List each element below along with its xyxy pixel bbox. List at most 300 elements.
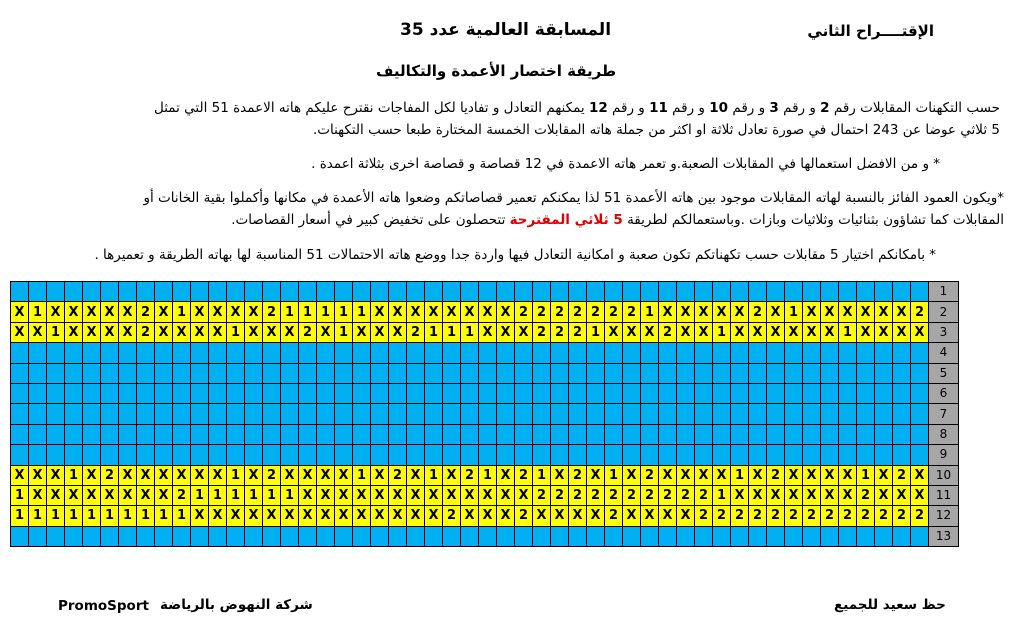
company-name: شركة النهوض بالرياضة [160, 597, 313, 613]
grid-cell: X [155, 465, 173, 485]
grid-cell [569, 526, 587, 546]
grid-cell [731, 445, 749, 465]
grid-cell: X [209, 465, 227, 485]
grid-cell: 2 [839, 506, 857, 526]
grid-cell: X [605, 322, 623, 342]
grid-cell [911, 424, 929, 444]
grid-cell: X [425, 302, 443, 322]
grid-cell [767, 363, 785, 383]
grid-cell: X [749, 465, 767, 485]
grid-cell [155, 526, 173, 546]
paragraph-1-line-1 [10, 97, 1000, 119]
grid-cell [857, 404, 875, 424]
grid-cell [335, 282, 353, 302]
text-segment: المقابلات كما تشاؤون بثنائيات وثلاثيات وبازات .وباستعمالكم لطريقة [622, 212, 1004, 228]
grid-cell [245, 445, 263, 465]
grid-row-4 [11, 343, 959, 363]
paragraph-2: * و من الافضل استعمالها في المقابلات الصعبة.و تعمر هاته الاعمدة في 12 قصاصة و قصاصة اخرى بثلاثة اعمدة . [311, 156, 940, 172]
grid-cell [335, 363, 353, 383]
grid-cell [389, 424, 407, 444]
grid-cell [263, 383, 281, 403]
grid-cell [821, 363, 839, 383]
grid-cell [803, 445, 821, 465]
grid-cell [173, 363, 191, 383]
grid-cell: X [389, 302, 407, 322]
match-number: 10 [709, 100, 729, 116]
grid-cell: X [209, 302, 227, 322]
grid-cell [47, 526, 65, 546]
grid-cell [137, 282, 155, 302]
grid-cell [731, 526, 749, 546]
grid-cell: X [29, 322, 47, 342]
grid-cell [11, 526, 29, 546]
grid-cell [893, 363, 911, 383]
grid-cell: X [407, 485, 425, 505]
grid-cell [299, 343, 317, 363]
grid-cell [425, 343, 443, 363]
grid-cell: X [155, 322, 173, 342]
grid-cell: X [695, 302, 713, 322]
grid-cell: 1 [173, 302, 191, 322]
row-number: 13 [929, 526, 959, 546]
grid-cell: X [389, 506, 407, 526]
grid-cell [605, 404, 623, 424]
grid-cell [551, 404, 569, 424]
grid-cell [785, 343, 803, 363]
grid-cell [695, 363, 713, 383]
grid-cell: X [65, 302, 83, 322]
grid-cell [587, 424, 605, 444]
grid-cell [65, 282, 83, 302]
proposal-title: الإقتــــراح الثاني [807, 22, 934, 40]
grid-cell: X [137, 485, 155, 505]
grid-cell: 2 [803, 506, 821, 526]
grid-cell: 1 [65, 506, 83, 526]
grid-cell [47, 363, 65, 383]
grid-cell [551, 526, 569, 546]
grid-cell [803, 404, 821, 424]
grid-cell [713, 282, 731, 302]
grid-cell [551, 282, 569, 302]
grid-cell: X [335, 485, 353, 505]
grid-cell: X [191, 322, 209, 342]
grid-cell: 2 [893, 465, 911, 485]
grid-cell [785, 383, 803, 403]
grid-cell: X [821, 302, 839, 322]
grid-cell: X [155, 485, 173, 505]
grid-cell [281, 282, 299, 302]
grid-cell [659, 343, 677, 363]
grid-cell [227, 363, 245, 383]
grid-cell: X [443, 465, 461, 485]
grid-cell [713, 404, 731, 424]
grid-cell: X [245, 465, 263, 485]
grid-cell [389, 383, 407, 403]
grid-cell [461, 282, 479, 302]
grid-cell [587, 383, 605, 403]
grid-cell: X [65, 485, 83, 505]
paragraph-3 [8, 187, 1004, 231]
grid-cell: X [137, 465, 155, 485]
grid-cell [335, 404, 353, 424]
grid-cell: 2 [821, 506, 839, 526]
grid-cell [875, 343, 893, 363]
grid-cell: X [497, 302, 515, 322]
competition-title: المسابقة العالمية عدد 35 [400, 20, 612, 40]
grid-cell: 1 [227, 465, 245, 485]
grid-cell [911, 282, 929, 302]
grid-cell: X [335, 506, 353, 526]
grid-cell [227, 424, 245, 444]
grid-row-1 [11, 282, 959, 302]
grid-cell [659, 445, 677, 465]
grid-cell: X [713, 302, 731, 322]
grid-cell [659, 383, 677, 403]
grid-cell: 1 [11, 506, 29, 526]
grid-cell [893, 343, 911, 363]
grid-cell: 2 [785, 506, 803, 526]
grid-cell [11, 424, 29, 444]
grid-cell [461, 383, 479, 403]
grid-cell: X [479, 322, 497, 342]
grid-cell [767, 383, 785, 403]
grid-cell [785, 282, 803, 302]
row-number: 5 [929, 363, 959, 383]
grid-cell [281, 526, 299, 546]
grid-cell [407, 445, 425, 465]
grid-cell [263, 526, 281, 546]
grid-cell: 1 [191, 485, 209, 505]
grid-cell: X [785, 322, 803, 342]
grid-cell: X [803, 302, 821, 322]
grid-cell: 2 [389, 465, 407, 485]
grid-cell: X [101, 322, 119, 342]
grid-cell [731, 404, 749, 424]
grid-cell: 1 [245, 485, 263, 505]
grid-cell [875, 383, 893, 403]
grid-cell: 1 [353, 302, 371, 322]
grid-cell: 1 [47, 322, 65, 342]
grid-cell [11, 343, 29, 363]
grid-cell [839, 383, 857, 403]
grid-cell: X [119, 322, 137, 342]
grid-cell: X [101, 302, 119, 322]
grid-cell: X [245, 322, 263, 342]
brand-name: PromoSport [58, 598, 149, 614]
grid-cell [749, 526, 767, 546]
grid-cell [227, 526, 245, 546]
grid-cell [425, 282, 443, 302]
grid-cell: 2 [569, 302, 587, 322]
grid-cell [785, 445, 803, 465]
grid-cell [191, 404, 209, 424]
grid-cell [299, 383, 317, 403]
grid-cell [299, 445, 317, 465]
row-number: 6 [929, 383, 959, 403]
grid-cell [857, 383, 875, 403]
grid-cell [443, 424, 461, 444]
grid-cell: 2 [659, 485, 677, 505]
grid-cell: 2 [695, 506, 713, 526]
grid-cell [479, 363, 497, 383]
grid-cell: X [785, 485, 803, 505]
grid-cell [569, 282, 587, 302]
grid-cell [857, 343, 875, 363]
grid-cell: 2 [515, 302, 533, 322]
grid-cell [137, 445, 155, 465]
grid-cell [677, 526, 695, 546]
grid-cell: X [821, 322, 839, 342]
grid-cell [173, 343, 191, 363]
grid-cell [29, 526, 47, 546]
grid-cell: X [911, 322, 929, 342]
grid-cell: X [155, 302, 173, 322]
grid-cell [839, 445, 857, 465]
grid-cell: 2 [407, 322, 425, 342]
grid-cell [785, 526, 803, 546]
row-number: 7 [929, 404, 959, 424]
grid-cell [317, 383, 335, 403]
grid-cell [551, 424, 569, 444]
grid-cell [335, 383, 353, 403]
grid-cell [533, 343, 551, 363]
grid-cell: 2 [137, 302, 155, 322]
grid-cell [407, 404, 425, 424]
grid-cell [623, 424, 641, 444]
grid-cell [461, 424, 479, 444]
grid-cell: X [767, 485, 785, 505]
grid-cell [119, 404, 137, 424]
grid-cell [857, 526, 875, 546]
grid-cell [893, 404, 911, 424]
grid-cell [83, 383, 101, 403]
grid-cell: 1 [605, 465, 623, 485]
grid-cell [587, 445, 605, 465]
grid-cell [155, 404, 173, 424]
grid-cell [119, 445, 137, 465]
grid-cell: X [101, 485, 119, 505]
grid-cell [551, 343, 569, 363]
grid-cell: X [83, 465, 101, 485]
grid-cell [569, 363, 587, 383]
row-number: 4 [929, 343, 959, 363]
grid-cell [389, 526, 407, 546]
grid-cell [551, 383, 569, 403]
grid-cell [425, 526, 443, 546]
grid-cell [137, 404, 155, 424]
grid-cell: X [263, 506, 281, 526]
grid-cell [659, 363, 677, 383]
grid-cell [245, 363, 263, 383]
grid-cell: X [119, 302, 137, 322]
grid-cell [497, 282, 515, 302]
grid-cell: X [695, 322, 713, 342]
highlighted-method: 5 ثلاثي المقترحة [509, 212, 623, 228]
grid-cell [191, 383, 209, 403]
grid-cell: X [641, 322, 659, 342]
grid-cell: X [245, 302, 263, 322]
grid-cell: 2 [605, 302, 623, 322]
grid-cell: X [191, 506, 209, 526]
grid-cell: 2 [263, 302, 281, 322]
grid-cell: X [389, 485, 407, 505]
grid-cell [119, 363, 137, 383]
grid-cell [569, 445, 587, 465]
grid-cell [317, 404, 335, 424]
grid-cell [533, 383, 551, 403]
grid-cell: X [893, 302, 911, 322]
grid-cell [83, 404, 101, 424]
grid-cell: 2 [173, 485, 191, 505]
grid-cell [893, 383, 911, 403]
grid-cell [497, 404, 515, 424]
grid-cell [731, 363, 749, 383]
grid-cell: X [659, 506, 677, 526]
grid-cell [605, 282, 623, 302]
grid-cell [623, 363, 641, 383]
grid-cell: X [497, 322, 515, 342]
grid-cell [191, 526, 209, 546]
grid-cell [911, 526, 929, 546]
grid-cell [101, 526, 119, 546]
grid-cell [497, 383, 515, 403]
grid-cell [317, 445, 335, 465]
text-segment: و رقم [728, 100, 770, 116]
grid-row-13 [11, 526, 959, 546]
grid-cell: 2 [767, 465, 785, 485]
paragraph-1 [10, 97, 1000, 141]
grid-cell [587, 363, 605, 383]
grid-cell: 1 [227, 485, 245, 505]
grid-cell: X [731, 485, 749, 505]
grid-cell: X [641, 506, 659, 526]
grid-cell: X [839, 302, 857, 322]
grid-cell: 2 [623, 485, 641, 505]
grid-cell [245, 526, 263, 546]
grid-cell [353, 404, 371, 424]
match-number: 3 [769, 100, 779, 116]
grid-cell [281, 445, 299, 465]
grid-cell [713, 526, 731, 546]
grid-cell [497, 424, 515, 444]
grid-cell: X [227, 506, 245, 526]
grid-cell [227, 282, 245, 302]
grid-cell: X [11, 302, 29, 322]
text-segment: يمكنهم التعادل و تفاديا لكل المفاجات نقترح عليكم هاته الاعمدة 51 التي تمثل [153, 100, 589, 116]
grid-cell: X [371, 506, 389, 526]
grid-cell [677, 424, 695, 444]
grid-cell: 2 [857, 485, 875, 505]
grid-cell [209, 282, 227, 302]
grid-cell: X [353, 506, 371, 526]
grid-cell [695, 404, 713, 424]
grid-cell: 1 [425, 465, 443, 485]
grid-cell: X [695, 465, 713, 485]
grid-cell: 2 [515, 506, 533, 526]
grid-cell [533, 282, 551, 302]
grid-cell [335, 526, 353, 546]
grid-cell [533, 404, 551, 424]
grid-cell [281, 404, 299, 424]
grid-cell [803, 343, 821, 363]
grid-cell [821, 343, 839, 363]
grid-cell: X [425, 485, 443, 505]
grid-cell: X [911, 485, 929, 505]
grid-cell: X [803, 485, 821, 505]
grid-cell: 2 [533, 485, 551, 505]
grid-cell [65, 383, 83, 403]
grid-cell [569, 383, 587, 403]
grid-cell [101, 445, 119, 465]
grid-cell: X [353, 322, 371, 342]
grid-cell [389, 363, 407, 383]
grid-cell [911, 363, 929, 383]
grid-cell: 1 [29, 302, 47, 322]
grid-cell [29, 282, 47, 302]
grid-cell: 1 [281, 485, 299, 505]
grid-cell [83, 526, 101, 546]
grid-cell: X [191, 302, 209, 322]
grid-cell [371, 282, 389, 302]
grid-cell [695, 526, 713, 546]
grid-cell [263, 445, 281, 465]
grid-cell: 1 [47, 506, 65, 526]
grid-cell: 2 [857, 506, 875, 526]
grid-cell [335, 445, 353, 465]
grid-cell: 2 [569, 485, 587, 505]
grid-cell: 2 [587, 485, 605, 505]
grid-cell: X [335, 465, 353, 485]
grid-cell [695, 383, 713, 403]
grid-cell [443, 445, 461, 465]
grid-cell: X [875, 322, 893, 342]
grid-cell [569, 343, 587, 363]
grid-cell: X [29, 485, 47, 505]
grid-cell: 1 [713, 322, 731, 342]
grid-cell [173, 445, 191, 465]
grid-cell [281, 343, 299, 363]
grid-cell [47, 343, 65, 363]
grid-cell [317, 282, 335, 302]
grid-cell [749, 424, 767, 444]
grid-cell [857, 363, 875, 383]
grid-cell [839, 282, 857, 302]
grid-cell: X [299, 485, 317, 505]
grid-cell: 1 [299, 302, 317, 322]
text-segment: و رقم [667, 100, 710, 116]
grid-cell [551, 445, 569, 465]
grid-cell [11, 445, 29, 465]
grid-cell: 1 [533, 465, 551, 485]
grid-cell [551, 363, 569, 383]
grid-cell: X [677, 506, 695, 526]
grid-cell [137, 383, 155, 403]
grid-cell [407, 526, 425, 546]
grid-cell [767, 404, 785, 424]
grid-cell: X [245, 506, 263, 526]
grid-cell: X [767, 322, 785, 342]
grid-cell: X [317, 485, 335, 505]
grid-cell [29, 404, 47, 424]
grid-row-7 [11, 404, 959, 424]
grid-cell [659, 404, 677, 424]
grid-cell: X [839, 485, 857, 505]
grid-cell [479, 282, 497, 302]
grid-cell [479, 424, 497, 444]
grid-cell [659, 424, 677, 444]
grid-cell: X [371, 302, 389, 322]
grid-cell [731, 424, 749, 444]
